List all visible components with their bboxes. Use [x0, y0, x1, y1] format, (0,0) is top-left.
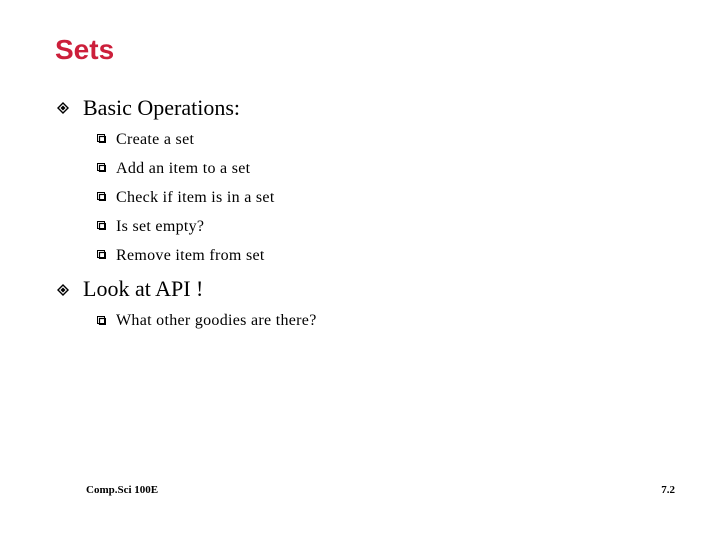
square-bullet-icon — [97, 134, 106, 143]
subitem-add-item: Add an item to a set — [116, 160, 251, 177]
subitem-other-goodies: What other goodies are there? — [116, 312, 317, 329]
footer-course: Comp.Sci 100E — [86, 484, 159, 496]
bullet-look-at-api: Look at API ! — [83, 276, 204, 301]
square-bullet-icon — [97, 250, 106, 259]
diamond-bullet-icon — [57, 102, 69, 114]
diamond-bullet-icon — [57, 284, 69, 296]
slide-title: Sets — [55, 34, 115, 65]
footer-page-number: 7.2 — [661, 484, 675, 496]
subitem-check-item: Check if item is in a set — [116, 189, 275, 206]
subitem-is-empty: Is set empty? — [116, 218, 205, 235]
square-bullet-icon — [97, 316, 106, 325]
subitem-remove-item: Remove item from set — [116, 247, 265, 264]
square-bullet-icon — [97, 163, 106, 172]
subitem-create-set: Create a set — [116, 131, 195, 148]
square-bullet-icon — [97, 221, 106, 230]
bullet-basic-operations: Basic Operations: — [83, 95, 241, 120]
square-bullet-icon — [97, 192, 106, 201]
